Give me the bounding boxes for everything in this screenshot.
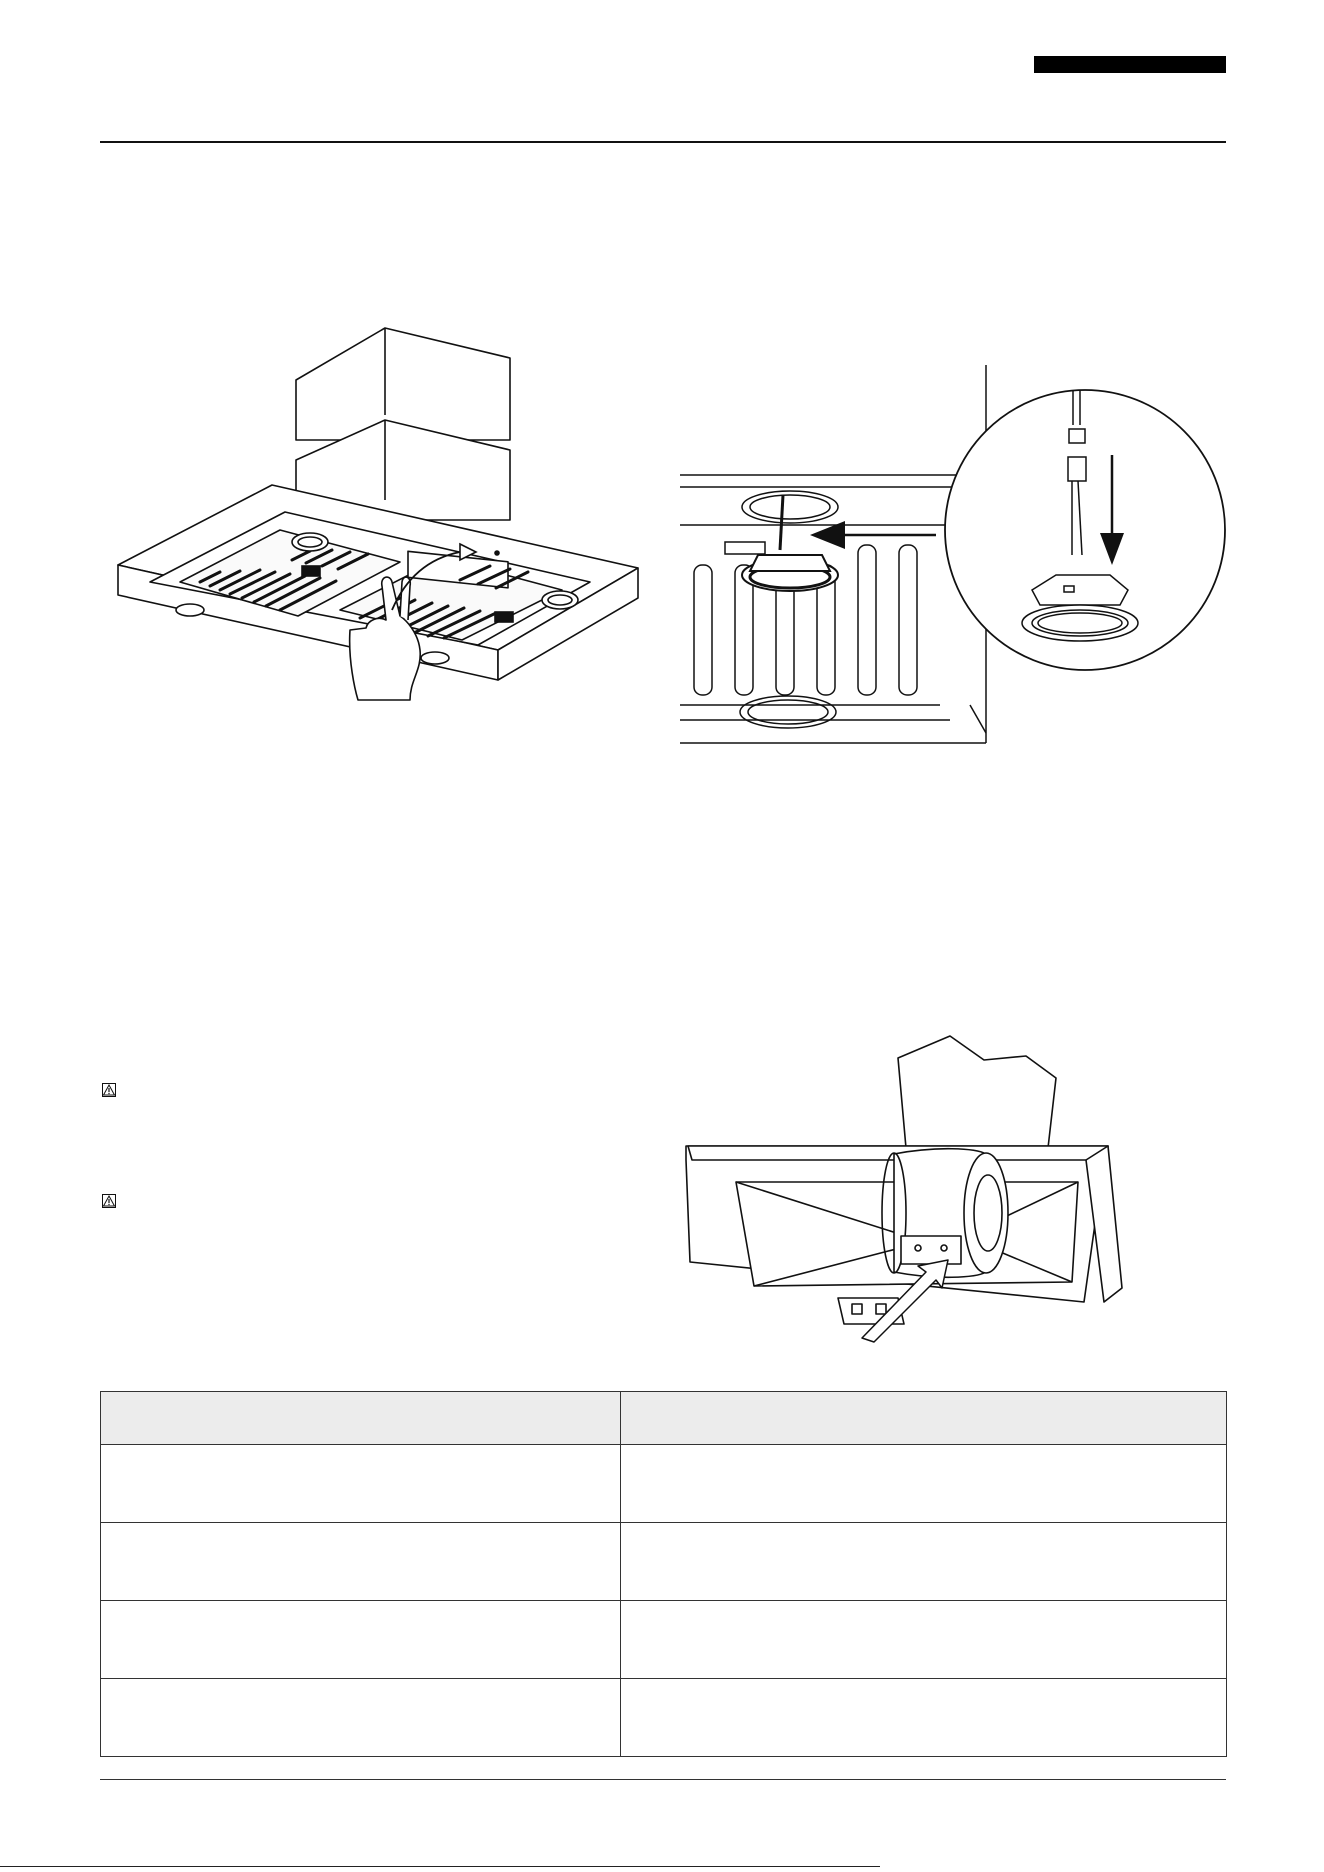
table-row <box>101 1601 1227 1679</box>
table-cell <box>101 1445 621 1523</box>
table-header-cell <box>621 1392 1227 1445</box>
page-edge-rule <box>0 1866 880 1867</box>
table-row <box>101 1523 1227 1601</box>
table-cell <box>621 1523 1227 1601</box>
header-rule <box>100 141 1226 143</box>
table-header-cell <box>101 1392 621 1445</box>
lamp-replacement-illustration <box>680 365 1230 750</box>
section-tab <box>1034 56 1226 73</box>
warning-triangle-icon <box>102 1194 116 1208</box>
hood-filter-removal-illustration <box>110 320 650 700</box>
page-number <box>946 1862 970 1872</box>
table-header-row <box>101 1392 1227 1445</box>
spec-table <box>100 1391 1227 1757</box>
table-cell <box>621 1601 1227 1679</box>
table-cell <box>621 1445 1227 1523</box>
footer-rule <box>100 1779 1226 1780</box>
hood-underside-connector-illustration <box>686 1036 1176 1338</box>
table-row <box>101 1679 1227 1757</box>
table-row <box>101 1445 1227 1523</box>
table-cell <box>101 1679 621 1757</box>
table-cell <box>101 1523 621 1601</box>
table-cell <box>101 1601 621 1679</box>
table-cell <box>621 1679 1227 1757</box>
warning-triangle-icon <box>102 1083 116 1097</box>
